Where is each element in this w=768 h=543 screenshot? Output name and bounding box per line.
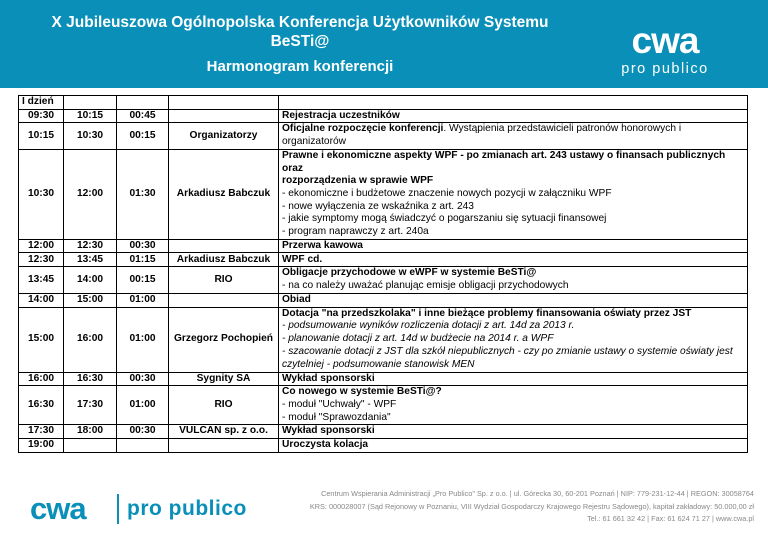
- logo-subtitle: pro publico: [621, 61, 709, 77]
- start-time: 16:00: [19, 372, 64, 386]
- session-description: [279, 425, 748, 439]
- schedule-row: [19, 109, 748, 123]
- schedule-row: [19, 253, 748, 267]
- description-text: - moduł "Sprawozdania": [282, 411, 391, 423]
- start-time: 19:00: [19, 439, 64, 453]
- description-text: - podsumowanie wyników rozliczenia dotacji z art. 14d za 2013 r.: [282, 320, 575, 332]
- description-line: [282, 308, 744, 321]
- footer-logo-subtitle: pro publico: [127, 497, 247, 520]
- description-line: [282, 359, 744, 372]
- description-text: . Wystąpienia przedstawicieli patronów honorowych i: [443, 123, 682, 135]
- end-time: 15:00: [64, 293, 117, 307]
- description-line: [282, 123, 744, 136]
- description-line: [282, 254, 744, 267]
- speaker: Arkadiusz Babczuk: [169, 149, 279, 239]
- speaker: [169, 293, 279, 307]
- speaker: Grzegorz Pochopień: [169, 307, 279, 372]
- end-time: 12:30: [64, 239, 117, 253]
- description-line: [282, 399, 744, 412]
- description-text: czytelniej - podsumowanie stanowisk MEN: [282, 358, 475, 370]
- description-text: Prawne i ekonomiczne aspekty WPF - po zmianach art. 243 ustawy o finansach publicznych oraz: [282, 149, 726, 174]
- description-line: [282, 412, 744, 425]
- end-time: 10:30: [64, 123, 117, 149]
- session-description: [279, 109, 748, 123]
- footer-company-info: [284, 488, 754, 526]
- description-text: Wykład sponsorski: [282, 425, 375, 437]
- cwa-logo: [604, 22, 726, 84]
- duration: 01:00: [117, 293, 169, 307]
- speaker: VULCAN sp. z o.o.: [169, 425, 279, 439]
- day-label-row: [19, 96, 748, 110]
- description-line: [282, 386, 744, 399]
- speaker: Sygnity SA: [169, 372, 279, 386]
- schedule-row: [19, 293, 748, 307]
- description-text: Obiad: [282, 293, 311, 305]
- day-label: I dzień: [19, 96, 64, 110]
- session-description: [279, 267, 748, 293]
- speaker: RIO: [169, 267, 279, 293]
- schedule-row: [19, 439, 748, 453]
- end-time: 16:30: [64, 372, 117, 386]
- duration: 00:30: [117, 372, 169, 386]
- description-text: - na co należy uważać planując emisje obligacji przychodowych: [282, 280, 569, 292]
- schedule-title: Harmonogram konferencji: [206, 58, 394, 75]
- empty-cell: [169, 96, 279, 110]
- description-text: Co nowego w systemie BeSTi@?: [282, 386, 442, 398]
- footer-logo-divider: [117, 494, 119, 524]
- description-text: Uroczysta kolacja: [282, 439, 369, 451]
- description-text: organizatorów: [282, 136, 346, 148]
- description-line: [282, 213, 744, 226]
- schedule-body: [19, 96, 748, 453]
- start-time: 17:30: [19, 425, 64, 439]
- session-description: [279, 439, 748, 453]
- footer-logo-mark: cwa: [30, 491, 86, 526]
- description-line: [282, 333, 744, 346]
- description-text: - ekonomiczne i budżetowe znaczenie nowych pozycji w załączniku WPF: [282, 187, 612, 199]
- description-line: [282, 136, 744, 149]
- description-line: [282, 201, 744, 214]
- conference-title: X Jubileuszowa Ogólnopolska Konferencja Użytkowników Systemu BeSTi@: [51, 14, 549, 50]
- duration: 00:15: [117, 267, 169, 293]
- description-line: [282, 226, 744, 239]
- description-text: Obligacje przychodowe w eWPF w systemie BeSTi@: [282, 267, 537, 279]
- start-time: 10:30: [19, 149, 64, 239]
- description-line: [282, 188, 744, 201]
- schedule-row: [19, 386, 748, 425]
- description-text: Wykład sponsorski: [282, 372, 375, 384]
- session-description: [279, 293, 748, 307]
- footer-contact-line: Tel.: 61 661 32 42 | Fax: 61 624 71 27 | www.cwa.pl: [587, 514, 754, 523]
- speaker: Organizatorzy: [169, 123, 279, 149]
- session-description: [279, 239, 748, 253]
- end-time: [64, 439, 117, 453]
- session-description: [279, 253, 748, 267]
- description-text: - moduł "Uchwały" - WPF: [282, 398, 397, 410]
- schedule-row: [19, 267, 748, 293]
- session-description: [279, 123, 748, 149]
- description-line: [282, 150, 744, 175]
- schedule-row: [19, 425, 748, 439]
- empty-cell: [64, 96, 117, 110]
- start-time: 16:30: [19, 386, 64, 425]
- end-time: 13:45: [64, 253, 117, 267]
- description-line: [282, 175, 744, 188]
- duration: 00:30: [117, 239, 169, 253]
- schedule-row: [19, 149, 748, 239]
- speaker: [169, 439, 279, 453]
- header-banner: [0, 0, 768, 88]
- duration: [117, 439, 169, 453]
- description-text: - szacowanie dotacji z JST dla szkół niepublicznych - czy po zmianie ustawy o systemie oświaty jest: [282, 345, 733, 357]
- session-description: [279, 386, 748, 425]
- description-text: - program naprawczy z art. 240a: [282, 226, 429, 238]
- description-text: - nowe wyłączenia ze wskaźnika z art. 243: [282, 200, 474, 212]
- duration: 01:30: [117, 149, 169, 239]
- schedule-row: [19, 239, 748, 253]
- description-line: [282, 439, 744, 452]
- description-text: Przerwa kawowa: [282, 239, 363, 251]
- footer-address-line: Centrum Wspierania Administracji „Pro Publico" Sp. z o.o. | ul. Górecka 30, 60-201 Poznań | NIP: 779-231-12-44 | REGON: 30058764: [321, 489, 754, 498]
- empty-cell: [117, 96, 169, 110]
- description-text: rozporządzenia w sprawie WPF: [282, 175, 434, 187]
- start-time: 15:00: [19, 307, 64, 372]
- end-time: 16:00: [64, 307, 117, 372]
- description-line: [282, 294, 744, 307]
- duration: 00:15: [117, 123, 169, 149]
- duration: 01:00: [117, 386, 169, 425]
- description-text: Rejestracja uczestników: [282, 109, 400, 121]
- footer-logo: [30, 487, 300, 531]
- description-line: [282, 346, 744, 359]
- schedule-table: [18, 95, 748, 453]
- end-time: 14:00: [64, 267, 117, 293]
- empty-cell: [279, 96, 748, 110]
- schedule-row: [19, 307, 748, 372]
- schedule-row: [19, 123, 748, 149]
- end-time: 10:15: [64, 109, 117, 123]
- start-time: 09:30: [19, 109, 64, 123]
- description-text: - jakie symptomy mogą świadczyć o pogarszaniu się sytuacji finansowej: [282, 213, 607, 225]
- description-line: [282, 267, 744, 280]
- start-time: 12:00: [19, 239, 64, 253]
- description-line: [282, 110, 744, 123]
- start-time: 12:30: [19, 253, 64, 267]
- duration: 00:30: [117, 425, 169, 439]
- speaker: RIO: [169, 386, 279, 425]
- session-description: [279, 372, 748, 386]
- start-time: 10:15: [19, 123, 64, 149]
- speaker: [169, 239, 279, 253]
- duration: 01:15: [117, 253, 169, 267]
- session-description: [279, 149, 748, 239]
- speaker: Arkadiusz Babczuk: [169, 253, 279, 267]
- logo-mark: cwa: [631, 20, 699, 61]
- speaker: [169, 109, 279, 123]
- description-text: WPF cd.: [282, 253, 323, 265]
- session-description: [279, 307, 748, 372]
- description-text: Oficjalne rozpoczęcie konferencji: [282, 123, 444, 135]
- description-line: [282, 280, 744, 293]
- start-time: 13:45: [19, 267, 64, 293]
- end-time: 17:30: [64, 386, 117, 425]
- footer-registry-line: KRS: 000028007 (Sąd Rejonowy w Poznaniu, VIII Wydział Gospodarczy Krajowego Rejestru Sądowego), kapitał zakładowy: 50.000,00 zł: [309, 501, 754, 511]
- description-line: [282, 320, 744, 333]
- description-text: Dotacja "na przedszkolaka" i inne bieżące problemy finansowania oświaty przez JST: [282, 307, 692, 319]
- description-line: [282, 240, 744, 253]
- duration: 01:00: [117, 307, 169, 372]
- description-line: [282, 425, 744, 438]
- duration: 00:45: [117, 109, 169, 123]
- description-text: - planowanie dotacji z art. 14d w budżecie na 2014 r. a WPF: [282, 333, 554, 345]
- end-time: 12:00: [64, 149, 117, 239]
- start-time: 14:00: [19, 293, 64, 307]
- schedule-row: [19, 372, 748, 386]
- description-line: [282, 373, 744, 386]
- end-time: 18:00: [64, 425, 117, 439]
